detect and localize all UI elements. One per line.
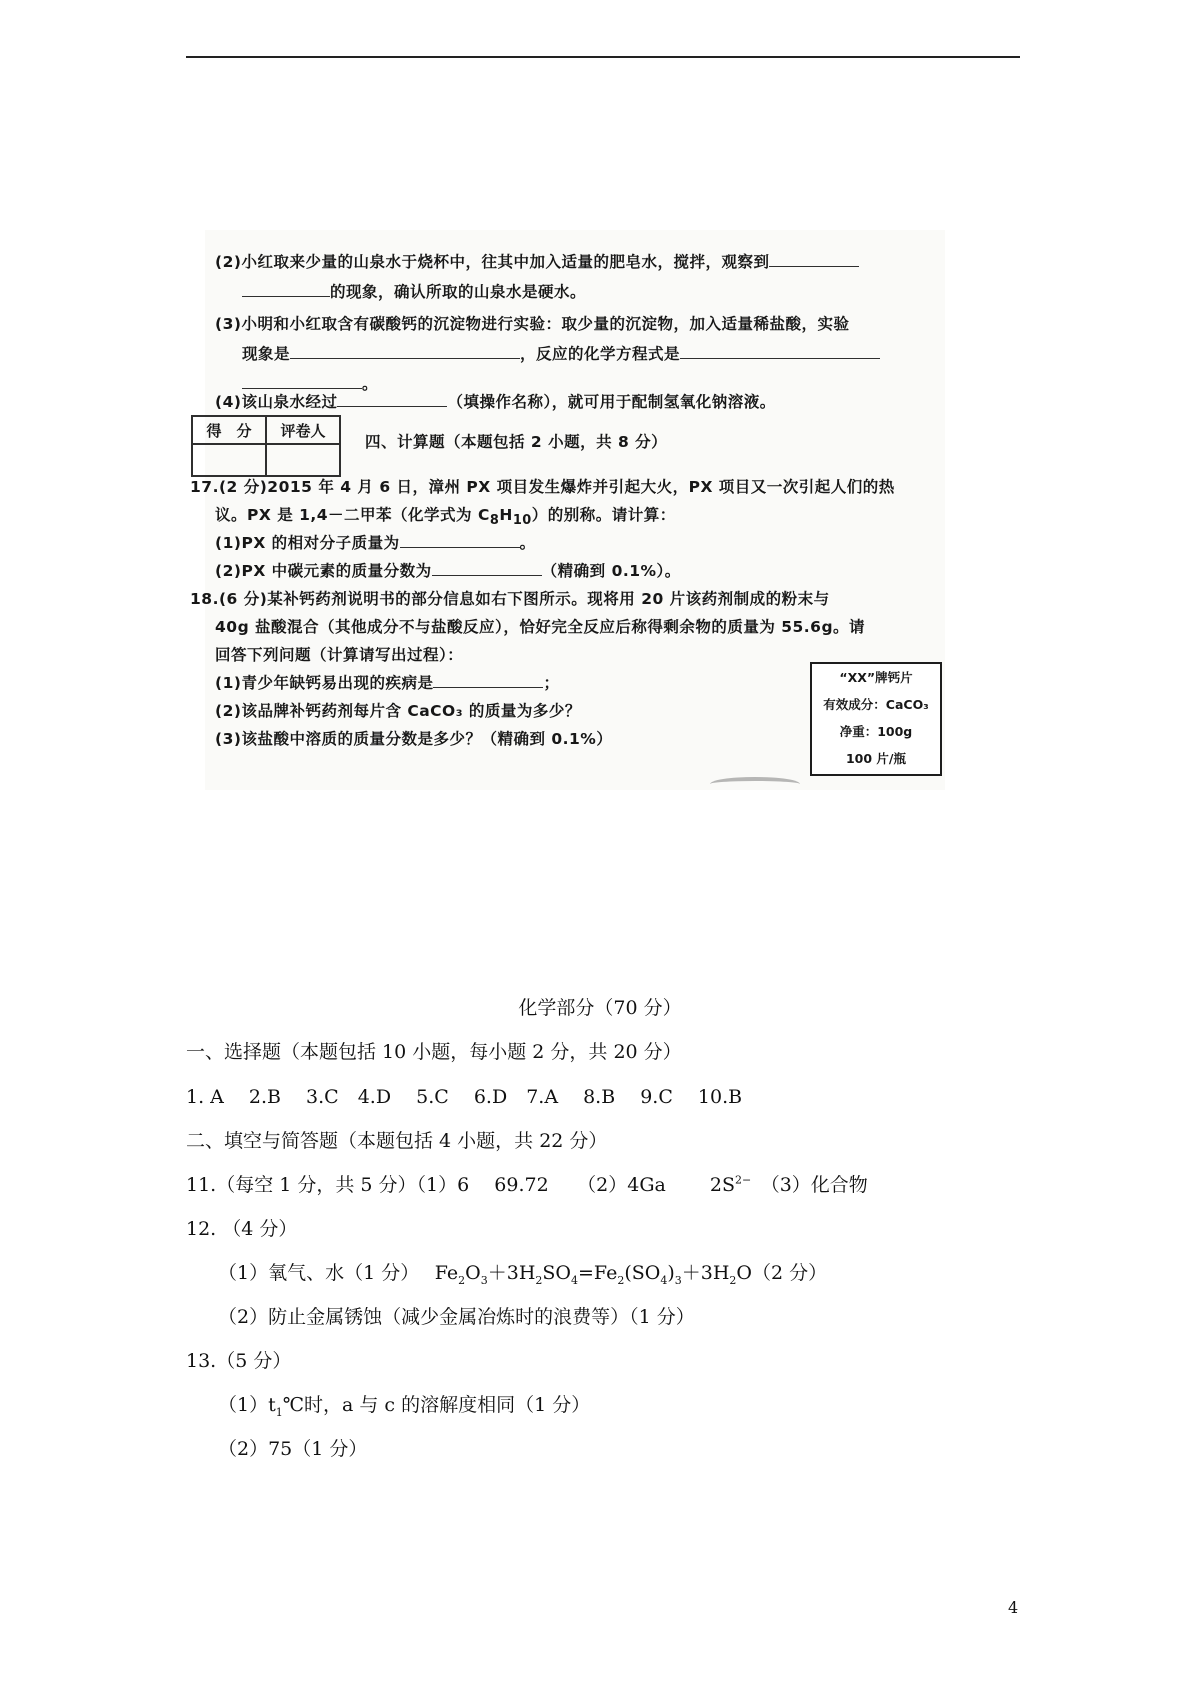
- q11-answer: 11.（每空 1 分，共 5 分）（1）6 69.72 （2）4Ga $2S^{2-}$ （3）化合物: [186, 1173, 868, 1196]
- calcium-label-box: [810, 662, 942, 776]
- q3-line2: 现象是 ，反应的化学方程式是: [242, 342, 880, 364]
- label-weight: 净重：100g: [839, 724, 913, 739]
- q17-part1: (1)PX 的相对分子质量为 。: [215, 534, 536, 552]
- section-4-heading: 四、计算题（本题包括 2 小题，共 8 分）: [365, 433, 668, 451]
- q13-heading: 13.（5 分）: [186, 1350, 292, 1372]
- q17-part2: (2)PX 中碳元素的质量分数为 （精确到 0.1%）。: [215, 562, 681, 580]
- q17-line2: 议。PX 是 1,4－二甲苯（化学式为 $C_8H_{10}$）的别称。请计算：: [215, 506, 676, 529]
- q13-part1: $(1)t_1℃$时，a 与 c 的溶解度相同（1 分）: [218, 1394, 591, 1419]
- label-ingredient: 有效成分：CaCO₃: [823, 697, 929, 712]
- q2-line2: 的现象，确认所取的山泉水是硬水。: [242, 280, 586, 302]
- q18-part2: (2)该品牌补钙药剂每片含 CaCO₃ 的质量为多少？: [215, 702, 581, 720]
- score-header: 得 分: [192, 416, 266, 444]
- page-number: 4: [1008, 1598, 1019, 1617]
- q18-line1: 18.(6 分)某补钙药剂说明书的部分信息如右下图所示。现将用 20 片该药剂制成的粉末与: [190, 590, 830, 608]
- q12-heading: 12. （4 分）: [186, 1218, 298, 1240]
- q18-line2: 40g 盐酸混合（其他成分不与盐酸反应），恰好完全反应后称得剩余物的质量为 55.6g。请: [215, 618, 866, 636]
- grader-header: 评卷人: [266, 416, 340, 444]
- q2-line1: (2)小红取来少量的山泉水于烧杯中，往其中加入适量的肥皂水，搅拌，观察到: [215, 250, 859, 272]
- scanned-exam-image: [190, 230, 945, 790]
- header-rule: [186, 56, 1020, 58]
- label-count: 100 片/瓶: [845, 751, 906, 766]
- q17-line1: 17.(2 分)2015 年 4 月 6 日，漳州 PX 项目发生爆炸并引起大火，PX 项目又一次引起人们的热: [190, 478, 895, 496]
- q12-part2: （2）防止金属锈蚀（减少金属冶炼时的浪费等）（1 分）: [218, 1306, 695, 1328]
- q4-line: (4)该山泉水经过 （填操作名称），就可用于配制氢氧化钠溶液。: [215, 393, 776, 411]
- q18-line3: 回答下列问题（计算请写出过程）：: [215, 646, 464, 664]
- score-table: [191, 415, 341, 477]
- choice-answers: 1. A 2.B 3.C 4.D 5.C 6.D 7.A 8.B 9.C 10.B: [186, 1086, 743, 1108]
- score-cell: [192, 444, 266, 476]
- q18-part1: (1)青少年缺钙易出现的疾病是 ；: [215, 674, 560, 692]
- section-1-heading: 一、选择题（本题包括 10 小题，每小题 2 分，共 20 分）: [186, 1041, 682, 1063]
- q13-part2: （2）75（1 分）: [218, 1438, 368, 1460]
- q3-line3: 。: [242, 372, 378, 394]
- grader-cell: [266, 444, 340, 476]
- scan-smudge: [710, 777, 800, 791]
- q12-part1: （1）氧气、水（1 分） $Fe_2O_3+3H_2SO_4=Fe_2(SO_4)_3+3H_2O(2$ 分）: [218, 1262, 828, 1287]
- section-2-heading: 二、填空与简答题（本题包括 4 小题，共 22 分）: [186, 1130, 608, 1152]
- q18-part3: (3)该盐酸中溶质的质量分数是多少？（精确到 0.1%）: [215, 730, 613, 748]
- label-brand: “XX”牌钙片: [839, 670, 913, 685]
- q3-line1: (3)小明和小红取含有碳酸钙的沉淀物进行实验：取少量的沉淀物，加入适量稀盐酸，实验: [215, 315, 850, 333]
- answer-title: 化学部分（70 分）: [518, 997, 682, 1019]
